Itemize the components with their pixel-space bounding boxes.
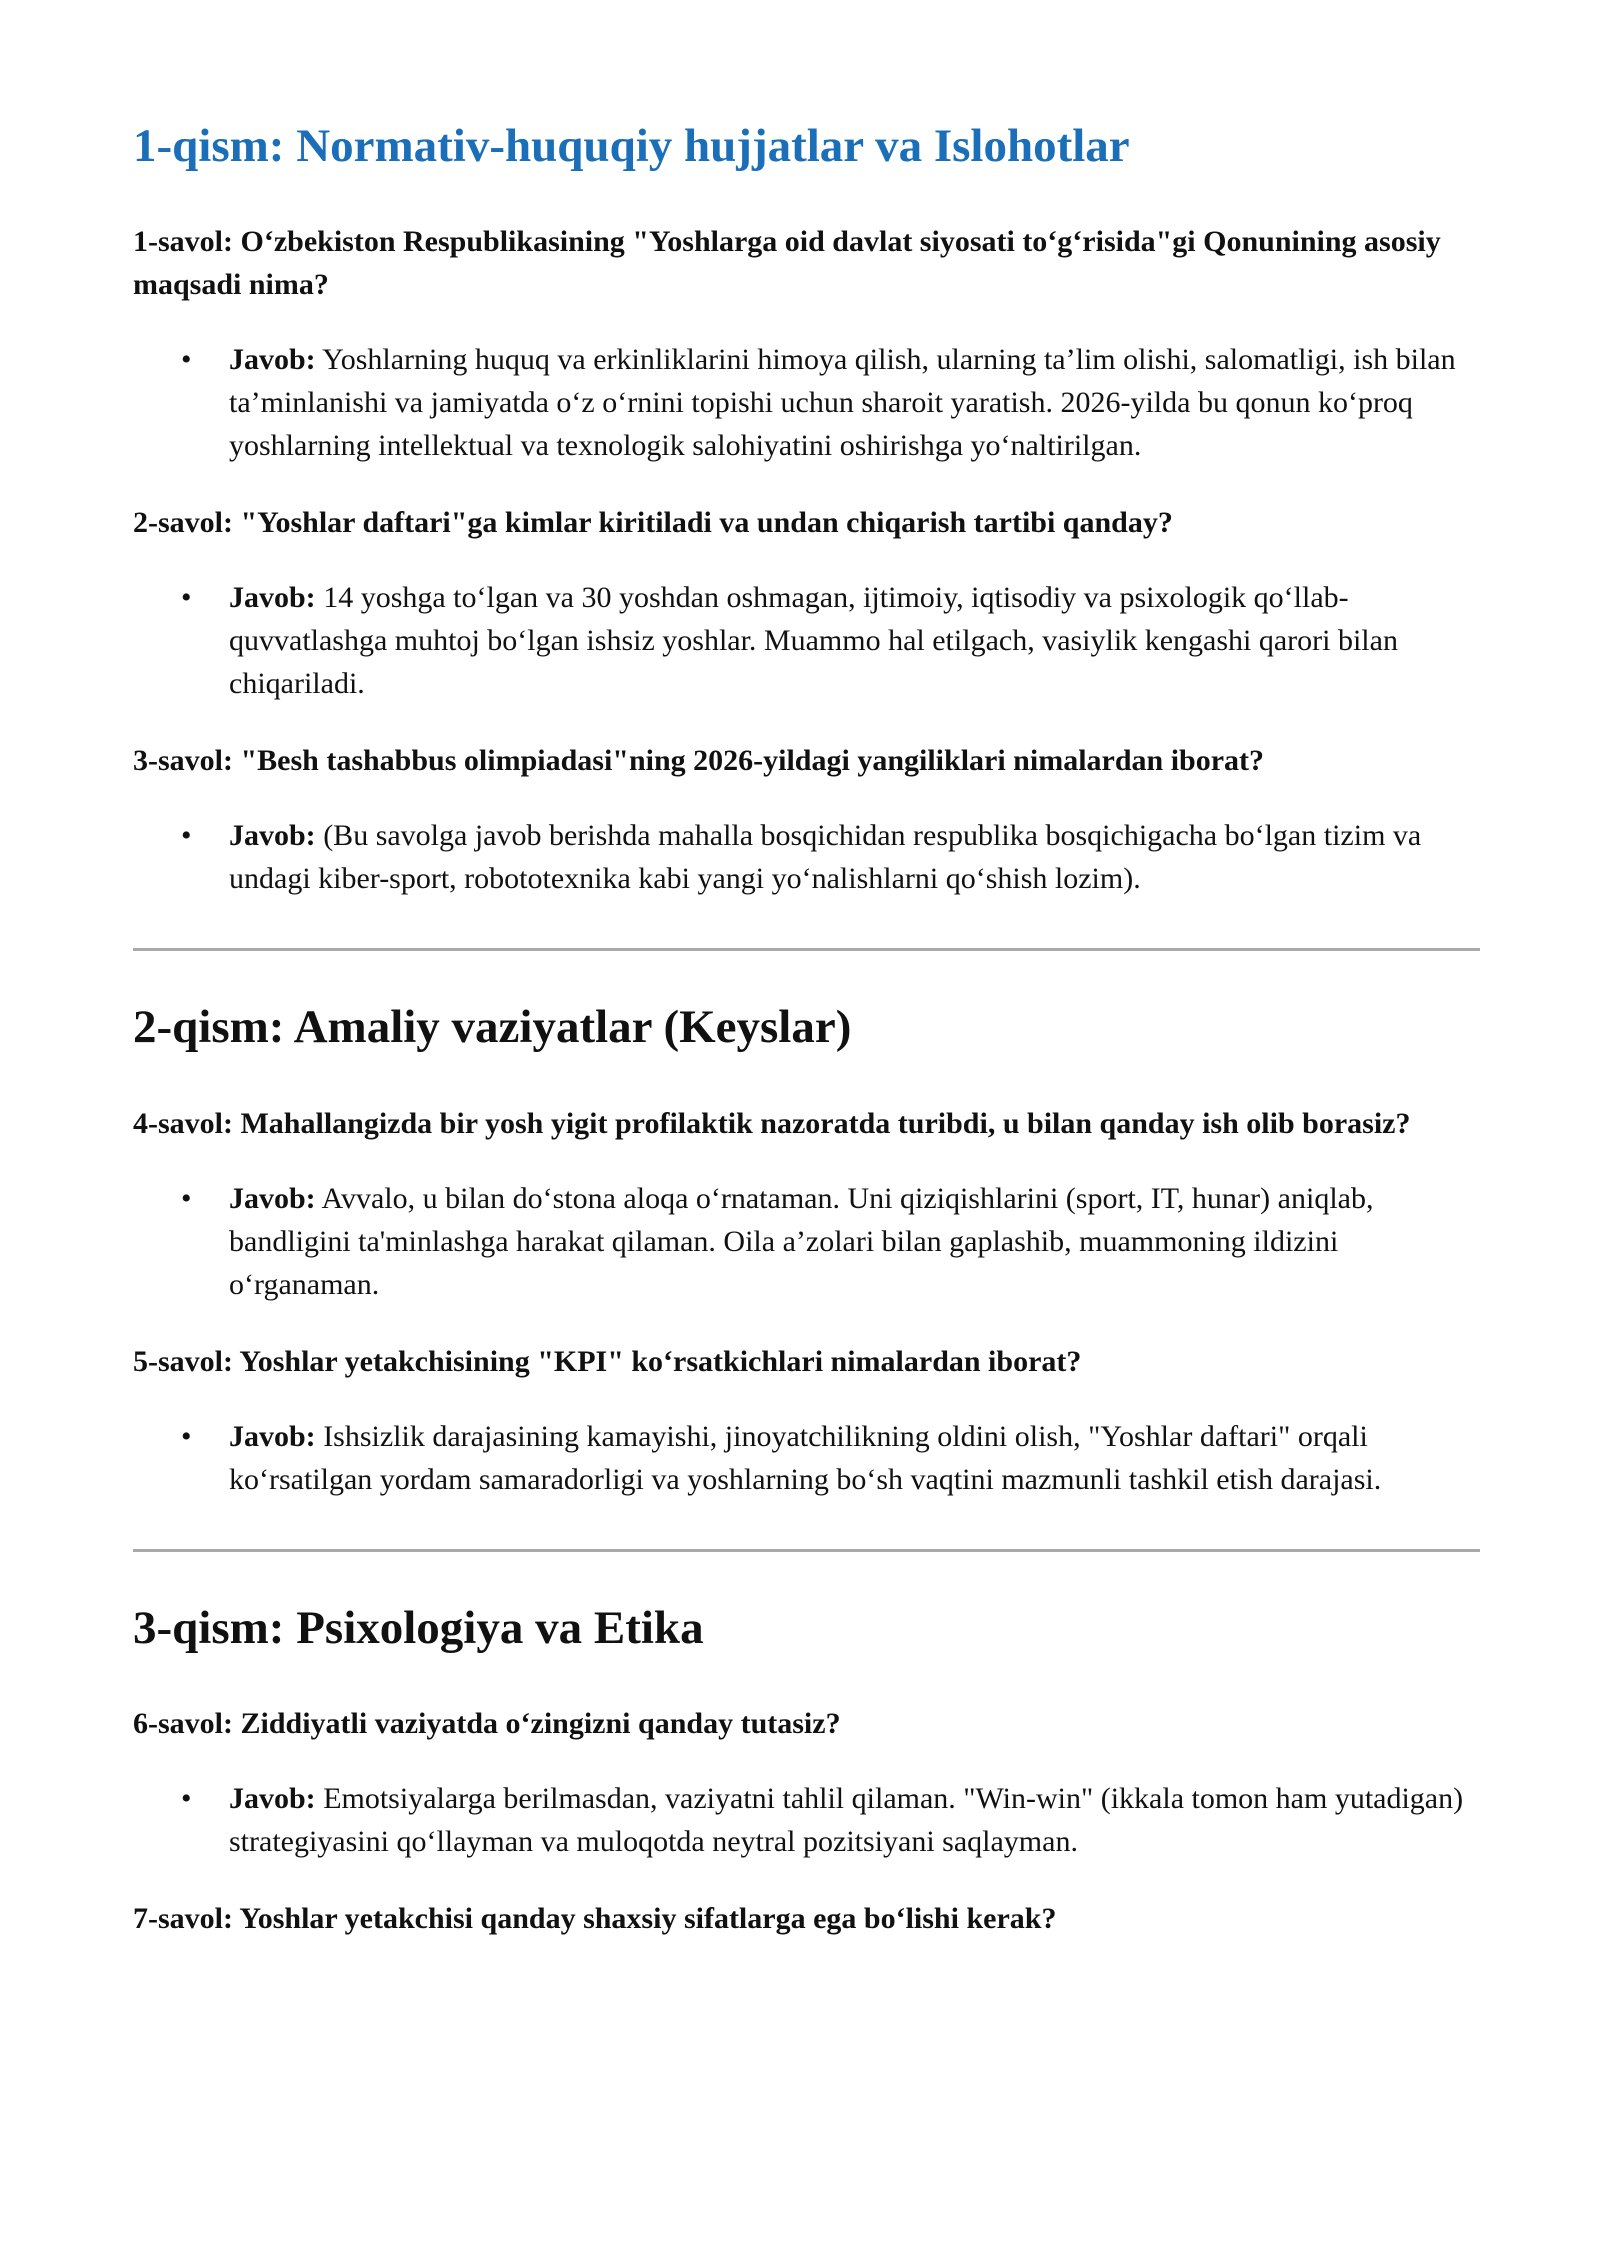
answer-2	[133, 576, 1480, 705]
question-1: 1-savol: O‘zbekiston Respublikasining "Yoshlarga oid davlat siyosati to‘g‘risida"gi Qonunining asosiy maqsadi nima?	[133, 225, 1441, 302]
question-6: 6-savol: Ziddiyatli vaziyatda o‘zingizni qanday tutasiz?	[133, 1707, 841, 1741]
section-divider-1	[133, 948, 1480, 951]
bullet-icon: •	[181, 581, 192, 615]
question-4: 4-savol: Mahallangizda bir yosh yigit profilaktik nazoratda turibdi, u bilan qanday ish olib borasiz?	[133, 1106, 1411, 1140]
answer-text: Emotsiyalarga berilmasdan, vaziyatni tahlil qilaman. "Win-win" (ikkala tomon ham yutadigan) strategiyasini qo‘llayman va muloqotda neytral pozitsiyani saqlayman.	[229, 1782, 1464, 1859]
answer-text: Ishsizlik darajasining kamayishi, jinoyatchilikning oldini olish, "Yoshlar daftari" orqali ko‘rsatilgan yordam samaradorligi va yoshlarning bo‘sh vaqtini mazmunli tashkil etish darajasi.	[229, 1419, 1382, 1496]
question-7: 7-savol: Yoshlar yetakchisi qanday shaxsiy sifatlarga ega bo‘lishi kerak?	[133, 1902, 1057, 1936]
question-2: 2-savol: "Yoshlar daftari"ga kimlar kiritiladi va undan chiqarish tartibi qanday?	[133, 506, 1173, 540]
answer-label: Javob:	[229, 1181, 316, 1215]
answer-list-1	[133, 338, 1480, 467]
answer-list-5	[133, 1415, 1480, 1501]
section-1-title: 1-qism: Normativ-huquqiy hujjatlar va Islohotlar	[133, 120, 1130, 172]
answer-list-6	[133, 1777, 1480, 1863]
answer-label: Javob:	[229, 1782, 316, 1816]
answer-label: Javob:	[229, 1419, 316, 1453]
question-5: 5-savol: Yoshlar yetakchisining "KPI" ko‘rsatkichlari nimalardan iborat?	[133, 1344, 1082, 1378]
question-3: 3-savol: "Besh tashabbus olimpiadasi"ning 2026-yildagi yangiliklari nimalardan iborat?	[133, 744, 1265, 778]
answer-text: Yoshlarning huquq va erkinliklarini himoya qilish, ularning ta’lim olishi, salomatligi, ish bilan ta’minlanishi va jamiyatda o‘z o‘rnini topishi uchun sharoit yaratish. 2026-yilda bu qonun ko‘proq yoshlarning intellektual va texnologik salohiyatini oshirishga yo‘naltirilgan.	[229, 343, 1456, 463]
answer-label: Javob:	[229, 581, 316, 615]
answer-label: Javob:	[229, 343, 316, 377]
answer-4	[133, 1177, 1480, 1306]
answer-list-3	[133, 814, 1480, 900]
bullet-icon: •	[181, 819, 192, 853]
answer-text: Avvalo, u bilan do‘stona aloqa o‘rnataman. Uni qiziqishlarini (sport, IT, hunar) aniqlab, bandligini ta'minlashga harakat qilaman. Oila a’zolari bilan gaplashib, muammoning ildizini o‘rganaman.	[229, 1181, 1374, 1301]
answer-list-4	[133, 1177, 1480, 1306]
section-2-title: 2-qism: Amaliy vaziyatlar (Keyslar)	[133, 1001, 852, 1054]
bullet-icon: •	[181, 343, 192, 377]
answer-label: Javob:	[229, 819, 316, 853]
section-3-title: 3-qism: Psixologiya va Etika	[133, 1601, 704, 1654]
answer-5	[133, 1415, 1480, 1501]
answer-3	[133, 814, 1480, 900]
answer-text: 14 yoshga to‘lgan va 30 yoshdan oshmagan, ijtimoiy, iqtisodiy va psixologik qo‘llab-quvvatlashga muhtoj bo‘lgan ishsiz yoshlar. Muammo hal etilgach, vasiylik kengashi qarori bilan chiqariladi.	[229, 581, 1398, 701]
bullet-icon: •	[181, 1181, 192, 1215]
answer-1	[133, 338, 1480, 467]
answer-list-2	[133, 576, 1480, 705]
bullet-icon: •	[181, 1782, 192, 1816]
answer-text: (Bu savolga javob berishda mahalla bosqichidan respublika bosqichigacha bo‘lgan tizim va undagi kiber-sport, robototexnika kabi yangi yo‘nalishlarni qo‘shish lozim).	[229, 819, 1422, 896]
section-divider-2	[133, 1549, 1480, 1552]
answer-6	[133, 1777, 1480, 1863]
bullet-icon: •	[181, 1419, 192, 1453]
